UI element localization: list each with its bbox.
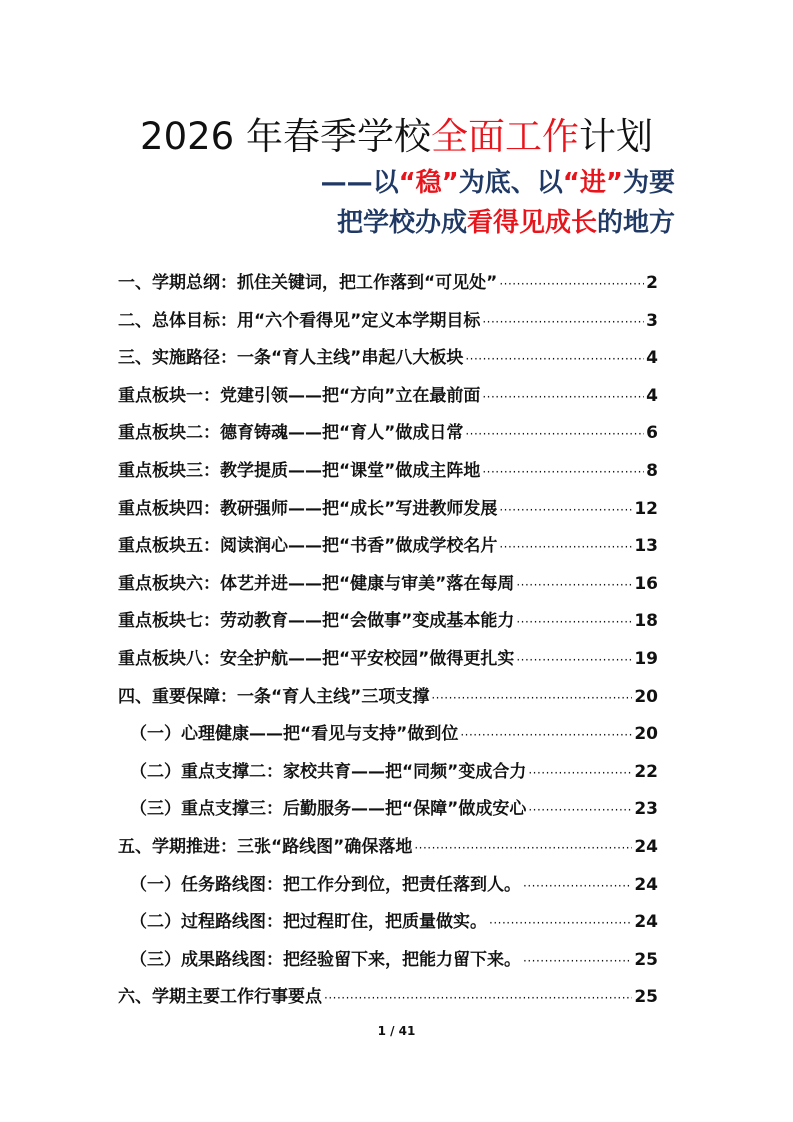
toc-entry[interactable] xyxy=(118,343,658,381)
table-of-contents xyxy=(118,268,658,1020)
toc-entry-label: （一）心理健康——把“看见与支持”做到位 xyxy=(130,724,459,745)
dot-leader xyxy=(324,991,632,1005)
toc-entry-label: （二）重点支撑二：家校共育——把“同频”变成合力 xyxy=(130,761,527,782)
toc-entry-label: （二）过程路线图：把过程盯住，把质量做实。 xyxy=(130,912,487,933)
toc-entry-page: 25 xyxy=(634,949,658,970)
toc-entry[interactable] xyxy=(118,644,658,682)
toc-entry-label: （三）成果路线图：把经验留下来，把能力留下来。 xyxy=(130,949,521,970)
subtitle-highlight: “进” xyxy=(562,168,623,198)
document-title xyxy=(0,106,793,160)
toc-entry-page: 25 xyxy=(634,987,658,1008)
dot-leader xyxy=(528,766,632,780)
toc-entry-page: 20 xyxy=(634,724,658,745)
title-suffix: 计划 xyxy=(578,115,653,158)
toc-entry[interactable] xyxy=(118,757,658,795)
title-prefix: 2026 年春季学校 xyxy=(140,115,431,158)
subtitle-highlight: 看得见成长 xyxy=(466,208,597,238)
toc-entry[interactable] xyxy=(118,531,658,569)
toc-entry[interactable] xyxy=(118,606,658,644)
toc-entry[interactable] xyxy=(118,945,658,983)
dot-leader xyxy=(523,879,632,893)
subtitle-text: 为底、以 xyxy=(458,168,563,198)
toc-entry-page: 24 xyxy=(634,874,658,895)
toc-entry-label: 重点板块八：安全护航——把“平安校园”做得更扎实 xyxy=(118,648,515,669)
dot-leader xyxy=(489,916,632,930)
toc-entry-label: 二、总体目标：用“六个看得见”定义本学期目标 xyxy=(118,310,481,331)
dot-leader xyxy=(516,615,632,629)
toc-entry[interactable] xyxy=(118,494,658,532)
subtitle-line-1 xyxy=(321,162,675,199)
toc-entry[interactable] xyxy=(118,268,658,306)
toc-entry-page: 24 xyxy=(634,836,658,857)
dot-leader xyxy=(499,503,632,517)
subtitle-line-2 xyxy=(337,202,675,239)
subtitle-highlight: “稳” xyxy=(398,168,459,198)
subtitle-text: ——以 xyxy=(320,168,399,198)
toc-entry-page: 16 xyxy=(634,573,658,594)
toc-entry-page: 3 xyxy=(646,310,658,331)
toc-entry-page: 4 xyxy=(646,385,658,406)
dot-leader xyxy=(482,390,644,404)
dot-leader xyxy=(414,841,632,855)
toc-entry-page: 4 xyxy=(646,348,658,369)
toc-entry[interactable] xyxy=(118,418,658,456)
toc-entry[interactable] xyxy=(118,682,658,720)
dot-leader xyxy=(431,691,632,705)
dot-leader xyxy=(482,315,644,329)
toc-entry[interactable] xyxy=(118,832,658,870)
toc-entry-label: 重点板块三：教学提质——把“课堂”做成主阵地 xyxy=(118,460,481,481)
toc-entry[interactable] xyxy=(118,907,658,945)
toc-entry-page: 6 xyxy=(646,423,658,444)
dot-leader xyxy=(528,803,632,817)
toc-entry-label: 三、实施路径：一条“育人主线”串起八大板块 xyxy=(118,348,464,369)
toc-entry-label: 重点板块二：德育铸魂——把“育人”做成日常 xyxy=(118,423,464,444)
dot-leader xyxy=(523,954,632,968)
subtitle-text: 把学校办成 xyxy=(336,208,467,238)
toc-entry-page: 20 xyxy=(634,686,658,707)
title-highlight: 全面工作 xyxy=(430,115,579,158)
toc-entry-label: 五、学期推进：三张“路线图”确保落地 xyxy=(118,836,413,857)
toc-entry-page: 24 xyxy=(634,912,658,933)
toc-entry-label: 一、学期总纲：抓住关键词，把工作落到“可见处” xyxy=(118,273,498,293)
toc-entry-label: （一）任务路线图：把工作分到位，把责任落到人。 xyxy=(130,874,521,895)
dot-leader xyxy=(516,653,632,667)
toc-entry[interactable] xyxy=(118,569,658,607)
page-indicator: 1 / 41 xyxy=(377,1024,416,1038)
toc-entry-page: 13 xyxy=(634,536,658,557)
toc-entry[interactable] xyxy=(118,381,658,419)
toc-entry[interactable] xyxy=(118,982,658,1020)
toc-entry-label: 重点板块一：党建引领——把“方向”立在最前面 xyxy=(118,385,481,406)
toc-entry[interactable] xyxy=(118,456,658,494)
toc-entry-page: 23 xyxy=(634,799,658,820)
toc-entry[interactable] xyxy=(118,794,658,832)
toc-entry-page: 12 xyxy=(634,498,658,519)
dot-leader xyxy=(482,465,644,479)
toc-entry-label: 重点板块四：教研强师——把“成长”写进教师发展 xyxy=(118,498,498,519)
toc-entry[interactable] xyxy=(118,719,658,757)
dot-leader xyxy=(460,728,632,742)
dot-leader xyxy=(499,277,644,291)
toc-entry-label: 重点板块六：体艺并进——把“健康与审美”落在每周 xyxy=(118,573,515,594)
toc-entry-label: （三）重点支撑三：后勤服务——把“保障”做成安心 xyxy=(130,799,527,820)
toc-entry[interactable] xyxy=(118,306,658,344)
subtitle-text: 为要 xyxy=(622,168,675,198)
toc-entry-label: 重点板块七：劳动教育——把“会做事”变成基本能力 xyxy=(118,611,515,632)
dot-leader xyxy=(465,427,644,441)
dot-leader xyxy=(499,540,632,554)
toc-entry[interactable] xyxy=(118,870,658,908)
dot-leader xyxy=(465,352,644,366)
subtitle-text: 的地方 xyxy=(596,208,675,238)
toc-entry-page: 19 xyxy=(634,648,658,669)
toc-entry-label: 六、学期主要工作行事要点 xyxy=(118,987,322,1008)
toc-entry-label: 重点板块五：阅读润心——把“书香”做成学校名片 xyxy=(118,536,498,557)
toc-entry-page: 18 xyxy=(634,611,658,632)
dot-leader xyxy=(516,578,632,592)
toc-entry-page: 22 xyxy=(634,761,658,782)
toc-entry-page: 2 xyxy=(646,273,658,293)
toc-entry-page: 8 xyxy=(646,460,658,481)
toc-entry-label: 四、重要保障：一条“育人主线”三项支撑 xyxy=(118,686,430,707)
